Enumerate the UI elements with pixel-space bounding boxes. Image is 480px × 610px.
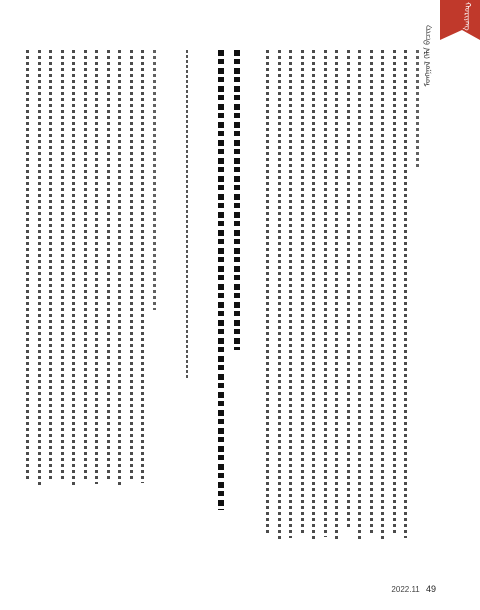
text-line (358, 50, 361, 540)
text-line (84, 50, 87, 481)
text-line (324, 50, 327, 537)
text-line (130, 50, 133, 480)
text-line (107, 50, 110, 480)
text-line (393, 50, 396, 534)
text-line (404, 50, 407, 538)
text-line (289, 50, 292, 538)
title-line (218, 50, 224, 510)
text-line (95, 50, 98, 484)
text-line (72, 50, 75, 486)
text-line (49, 50, 52, 482)
text-line (335, 50, 338, 540)
body-text-right (266, 50, 426, 545)
header-title: ᠮᠣᠩᠭᠣᠯ ᠬᠡᠯᠡ ᠪᠢᠴᠢᠭ (423, 25, 432, 87)
text-line (266, 50, 269, 535)
page-number: 49 (425, 584, 436, 594)
text-line (38, 50, 41, 485)
article-title (218, 50, 266, 520)
text-line (312, 50, 315, 540)
ribbon-label: ᠬᠣᠷᠢᠶᠠᠩ (463, 2, 472, 31)
text-line (153, 50, 156, 310)
body-text-left (26, 50, 166, 490)
text-line (416, 50, 419, 170)
article-caption (186, 50, 216, 390)
text-line (61, 50, 64, 480)
issue-date: 2022.11 (391, 585, 420, 594)
caption-line (186, 50, 188, 380)
text-line (370, 50, 373, 536)
text-line (301, 50, 304, 535)
text-line (381, 50, 384, 540)
page-footer (391, 584, 436, 594)
text-line (141, 50, 144, 483)
title-line (234, 50, 240, 350)
text-line (278, 50, 281, 540)
text-line (26, 50, 29, 480)
text-line (347, 50, 350, 530)
text-line (118, 50, 121, 486)
